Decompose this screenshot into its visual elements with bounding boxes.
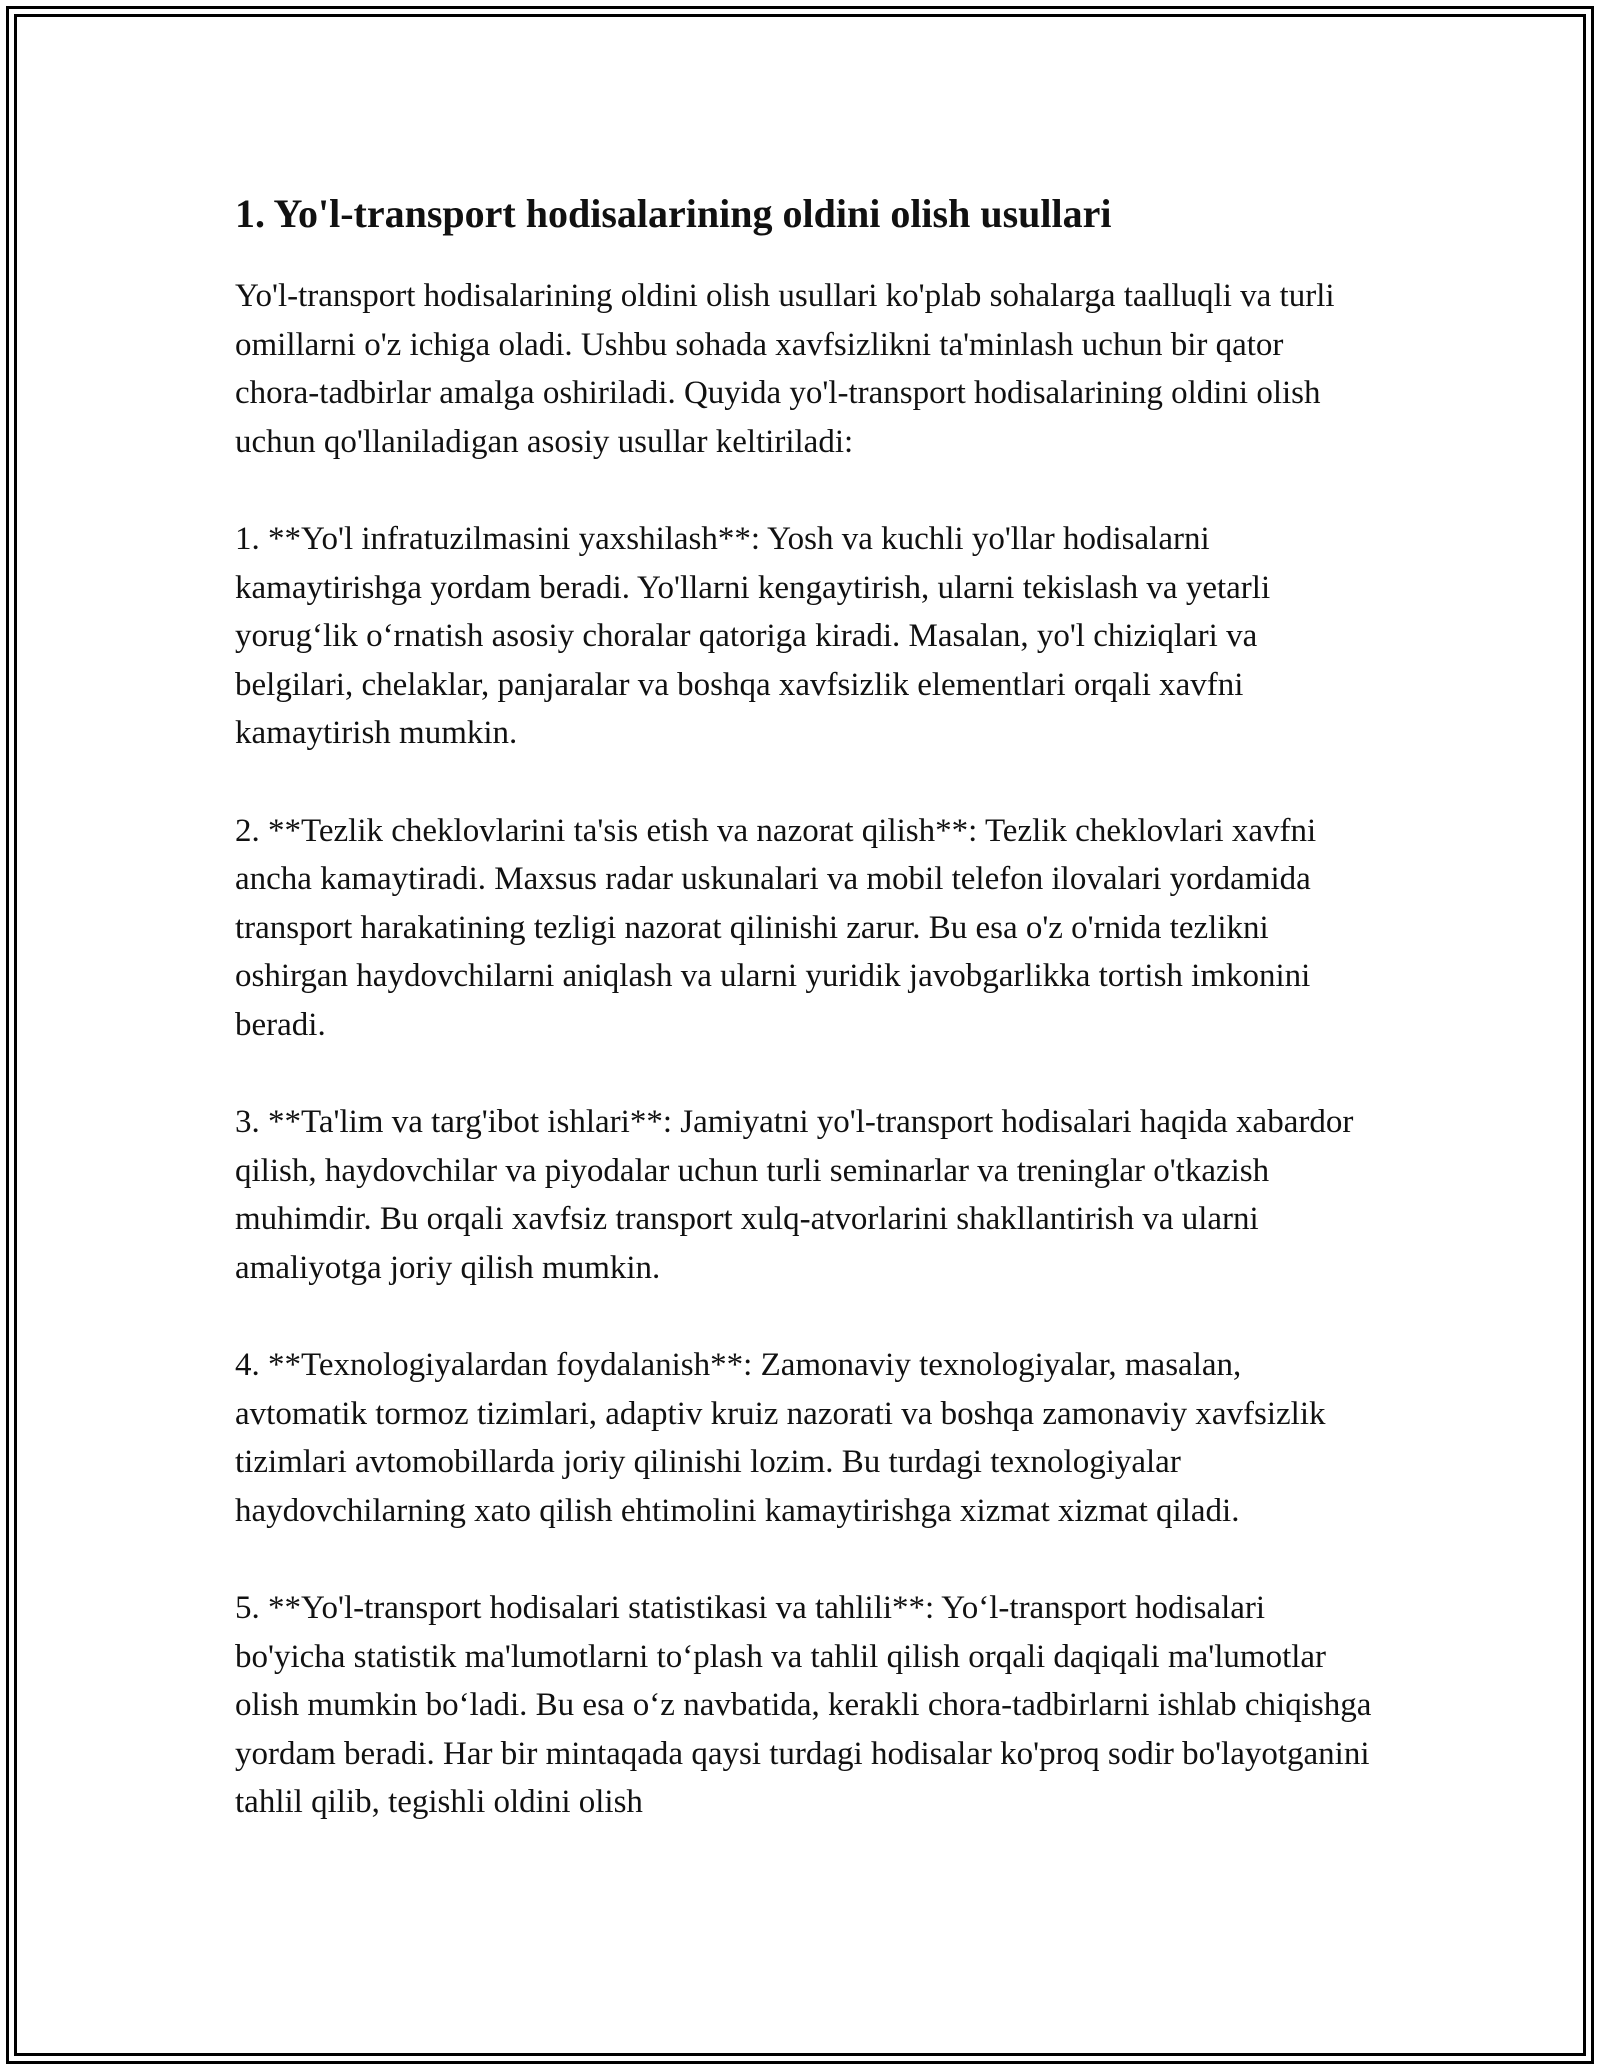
list-item-paragraph: 2. **Tezlik cheklovlarini ta'sis etish va nazorat qilish**: Tezlik cheklovlari xavfni ancha kamaytiradi. Maxsus radar uskunalari va mobil telefon ilovalari yordamida transport harakatining tezligi nazorat qilinishi zarur. Bu esa o'z o'rnida tezlikni oshirgan haydovchilarni aniqlash va ularni yuridik javobgarlikka tortish imkonini beradi. (235, 812, 1317, 1043)
document-body (235, 186, 1375, 1827)
list-item-paragraph: 4. **Texnologiyalardan foydalanish**: Zamonaviy texnologiyalar, masalan, avtomatik tormoz tizimlari, adaptiv kruiz nazorati va boshqa zamonaviy xavfsizlik tizimlari avtomobillarda joriy qilinishi lozim. Bu turdagi texnologiyalar haydovchilarning xato qilish ehtimolini kamaytirishga xizmat xizmat qiladi. (235, 1347, 1326, 1529)
list-item-paragraph: 5. **Yo'l-transport hodisalari statistikasi va tahlili**: Yo‘l-transport hodisalari bo'yicha statistik ma'lumotlarni to‘plash va tahlil qilish orqali daqiqali ma'lumotlar olish mumkin bo‘ladi. Bu esa o‘z navbatida, kerakli chora-tadbirlarni ishlab chiqishga yordam beradi. Har bir mintaqada qaysi turdagi hodisalar ko'proq sodir bo'layotganini tahlil qilib, tegishli oldini olish (235, 1590, 1372, 1820)
list-item-paragraph: 3. **Ta'lim va targ'ibot ishlari**: Jamiyatni yo'l-transport hodisalari haqida xabardor qilish, haydovchilar va piyodalar uchun turli seminarlar va treninglar o'tkazish muhimdir. Bu orqali xavfsiz transport xulq-atvorlarini shakllantirish va ularni amaliyotga joriy qilish mumkin. (235, 1104, 1354, 1286)
intro-paragraph: Yo'l-transport hodisalarining oldini olish usullari ko'plab sohalarga taalluqli va turli omillarni o'z ichiga oladi. Ushbu sohada xavfsizlikni ta'minlash uchun bir qator chora-tadbirlar amalga oshiriladi. Quyida yo'l-transport hodisalarining oldini olish uchun qo'llaniladigan asosiy usullar keltiriladi: (235, 278, 1335, 460)
section-heading: 1. Yo'l-transport hodisalarining oldini olish usullari (235, 191, 1112, 236)
list-item-paragraph: 1. **Yo'l infratuzilmasini yaxshilash**: Yosh va kuchli yo'llar hodisalarni kamaytirishga yordam beradi. Yo'llarni kengaytirish, ularni tekislash va yetarli yorug‘lik o‘rnatish asosiy choralar qatoriga kiradi. Masalan, yo'l chiziqlari va belgilari, chelaklar, panjaralar va boshqa xavfsizlik elementlari orqali xavfni kamaytirish mumkin. (235, 521, 1271, 751)
